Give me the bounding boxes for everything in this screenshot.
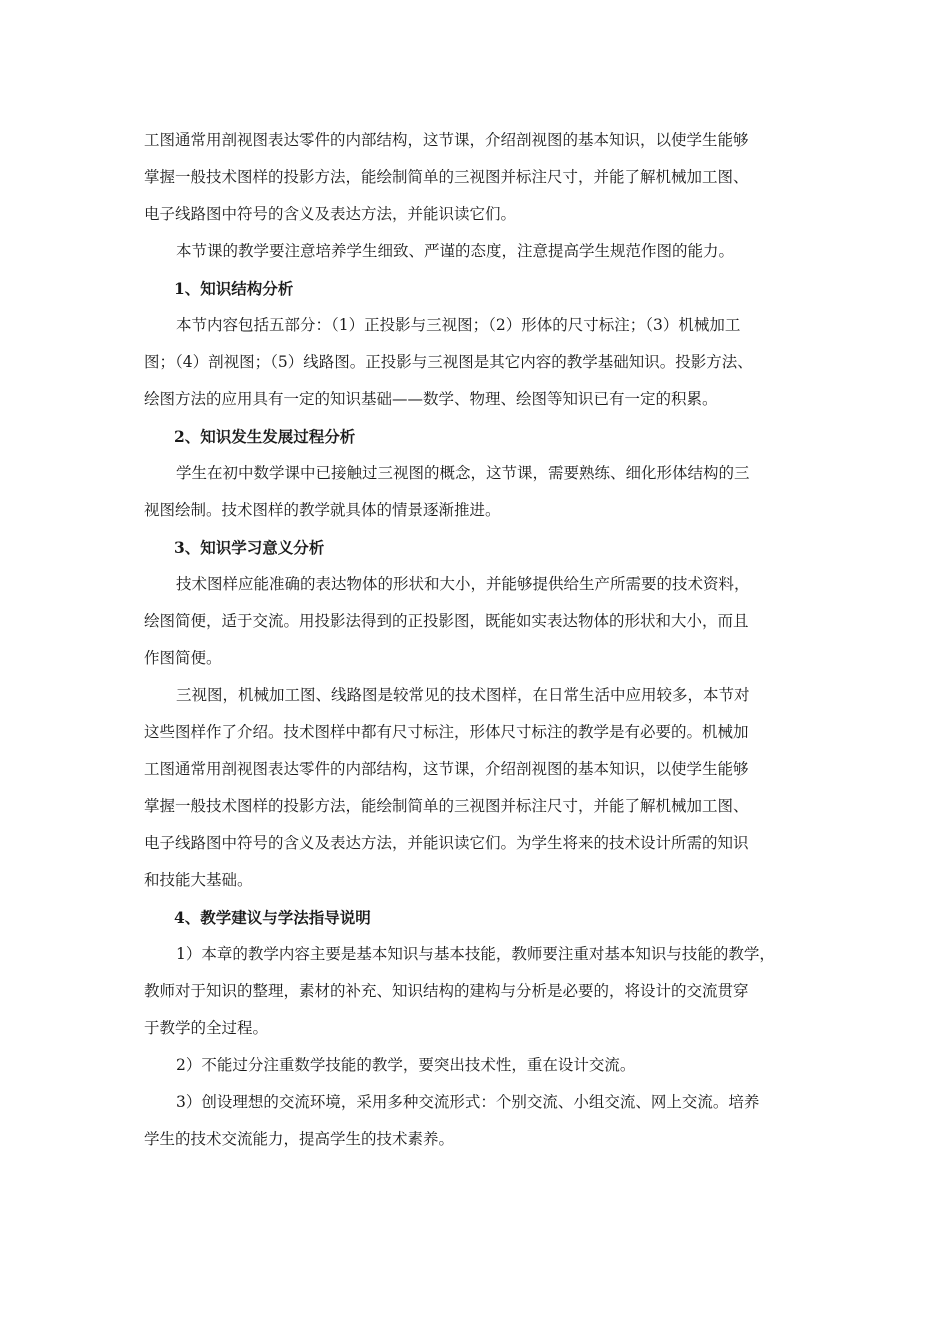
heading-teaching-suggestions: 4、教学建议与学法指导说明 [174,908,371,927]
text-line: 作图简便。 [144,649,222,667]
text-line: 和技能大基础。 [144,871,253,889]
paragraph-suggestion-2 [144,1047,816,1084]
text-line: 掌握一般技术图样的投影方法，能绘制简单的三视图并标注尺寸，并能了解机械加工图、 [144,168,749,186]
text-line: 图；（4）剖视图；（5）线路图。正投影与三视图是其它内容的教学基础知识。投影方法、 [144,353,753,371]
text-line: 掌握一般技术图样的投影方法，能绘制简单的三视图并标注尺寸，并能了解机械加工图、 [144,797,749,815]
paragraph-suggestion-3 [144,1084,816,1158]
text-line: 本节课的教学要注意培养学生细致、严谨的态度，注意提高学生规范作图的能力。 [176,242,735,260]
text-line: 于教学的全过程。 [144,1019,269,1037]
text-line: 电子线路图中符号的含义及表达方法，并能识读它们。为学生将来的技术设计所需的知识 [144,834,749,852]
heading-learning-significance: 3、知识学习意义分析 [174,538,325,557]
text-line: 3）创设理想的交流环境，采用多种交流形式：个别交流、小组交流、网上交流。培养 [176,1093,760,1111]
text-line: 本节内容包括五部分：（1）正投影与三视图；（2）形体的尺寸标注；（3）机械加工 [176,316,741,334]
text-line: 工图通常用剖视图表达零件的内部结构，这节课，介绍剖视图的基本知识，以使学生能够 [144,760,749,778]
paragraph-teaching-attitude [144,233,816,270]
text-line: 绘图方法的应用具有一定的知识基础——数学、物理、绘图等知识已有一定的积累。 [144,390,718,408]
paragraph-suggestion-1 [144,936,816,1047]
text-line: 1）本章的教学内容主要是基本知识与基本技能，教师要注重对基本知识与技能的教学， [176,945,775,963]
paragraph-knowledge-development [144,455,816,529]
text-line: 工图通常用剖视图表达零件的内部结构，这节课，介绍剖视图的基本知识，以使学生能够 [144,131,749,149]
paragraph-learning-significance [144,566,816,677]
paragraph-technical-drawings [144,677,816,899]
text-line: 2）不能过分注重数学技能的教学，要突出技术性，重在设计交流。 [176,1056,636,1074]
text-line: 技术图样应能准确的表达物体的形状和大小，并能够提供给生产所需要的技术资料， [176,575,750,593]
text-line: 教师对于知识的整理，素材的补充、知识结构的建构与分析是必要的，将设计的交流贯穿 [144,982,749,1000]
text-line: 视图绘制。技术图样的教学就具体的情景逐渐推进。 [144,501,501,519]
heading-knowledge-development: 2、知识发生发展过程分析 [174,427,356,446]
text-line: 学生的技术交流能力，提高学生的技术素养。 [144,1130,455,1148]
text-line: 三视图，机械加工图、线路图是较常见的技术图样，在日常生活中应用较多，本节对 [176,686,750,704]
document-body [144,122,816,1158]
paragraph-knowledge-structure [144,307,816,418]
paragraph-continued [144,122,816,233]
text-line: 绘图简便，适于交流。用投影法得到的正投影图，既能如实表达物体的形状和大小，而且 [144,612,749,630]
text-line: 电子线路图中符号的含义及表达方法，并能识读它们。 [144,205,517,223]
text-line: 学生在初中数学课中已接触过三视图的概念，这节课，需要熟练、细化形体结构的三 [176,464,750,482]
text-line: 这些图样作了介绍。技术图样中都有尺寸标注，形体尺寸标注的教学是有必要的。机械加 [144,723,749,741]
heading-knowledge-structure: 1、知识结构分析 [174,279,294,298]
